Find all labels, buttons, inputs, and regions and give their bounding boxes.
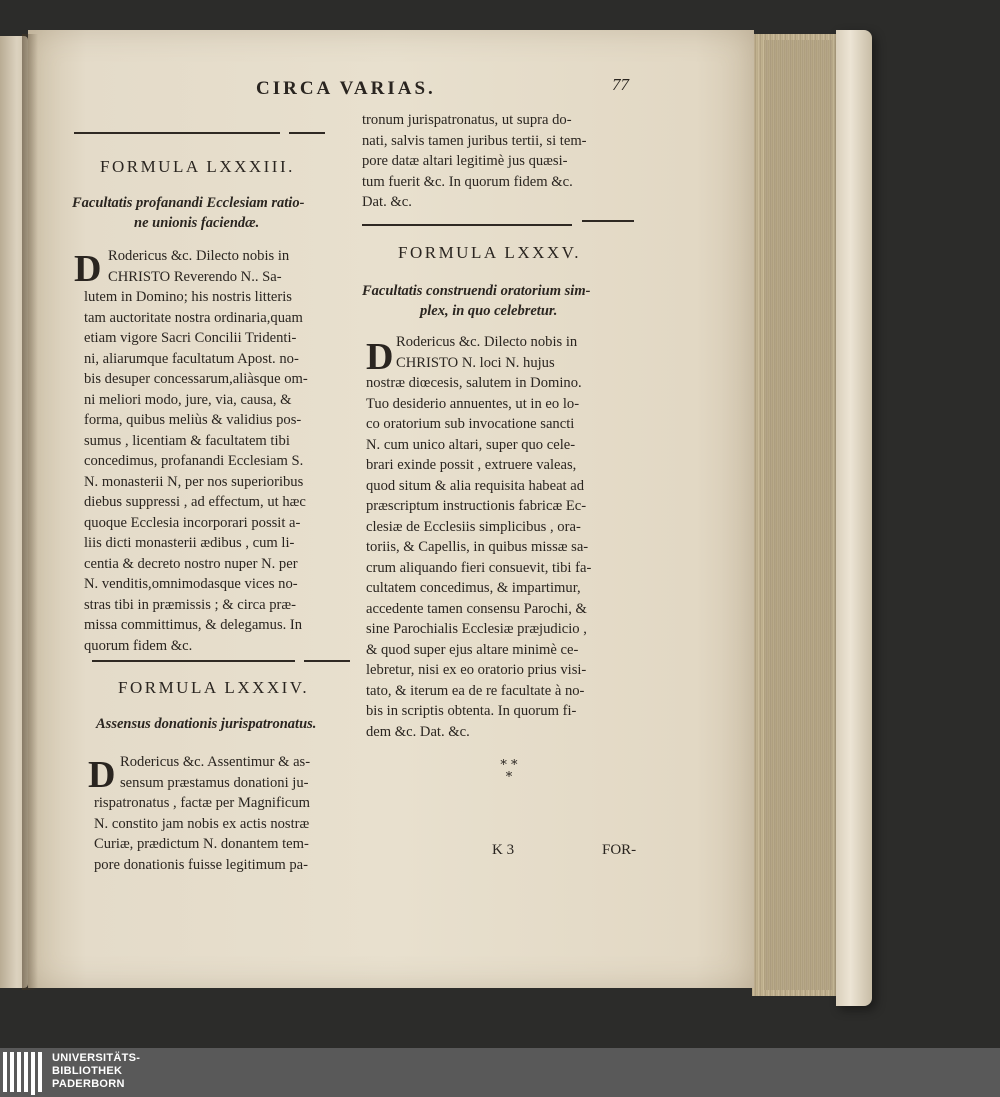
spine-shadow bbox=[22, 34, 38, 990]
text-line: cultatem concedimus, & impartimur, bbox=[366, 580, 581, 596]
text-line: præscriptum instructionis fabricæ Ec- bbox=[366, 498, 587, 514]
drop-cap: D bbox=[88, 754, 116, 796]
subtitle-line: Facultatis profanandi Ecclesiam ratio- bbox=[72, 195, 305, 211]
text-line: quorum fidem &c. bbox=[84, 637, 193, 654]
formula-84-title: FORMULA LXXXIV. bbox=[118, 678, 310, 697]
text-line: toriis, & Capellis, in quibus missæ sa- bbox=[366, 539, 589, 555]
text-line: lebretur, nisi ex eo oratorio prius visi- bbox=[366, 662, 587, 678]
text-line: CHRISTO N. loci N. hujus bbox=[396, 354, 555, 371]
catchword: FOR- bbox=[602, 842, 637, 858]
asterism bbox=[489, 760, 529, 784]
asterism-line: * * bbox=[500, 758, 518, 773]
text-line: diebus suppressi , ad effectum, ut hæc bbox=[84, 494, 306, 510]
formula-84-text bbox=[94, 752, 310, 875]
text-line: sensum præstamus donationi ju- bbox=[120, 774, 309, 791]
text-line: quod situm & alia requisita habeat ad bbox=[366, 477, 585, 494]
text-line: forma, quibus meliùs & validius pos- bbox=[84, 412, 302, 428]
formula-83-subtitle bbox=[72, 193, 304, 233]
section-rule bbox=[304, 660, 350, 662]
formula-83-title: FORMULA LXXXIII. bbox=[100, 157, 295, 176]
running-head: CIRCA VARIAS. bbox=[256, 78, 436, 99]
text-line: lutem in Domino; his nostris litteris bbox=[84, 289, 292, 305]
text-line: bis desuper concessarum,aliàsque om- bbox=[84, 371, 308, 387]
text-line: bis in scriptis obtenta. In quorum fi- bbox=[366, 703, 577, 719]
text-line: pore datæ altari legitimè jus quæsi- bbox=[362, 153, 568, 169]
subtitle-line: Facultatis construendi oratorium sim- bbox=[362, 283, 591, 299]
text-line: ni, aliarumque facultatum Apost. no- bbox=[84, 350, 299, 367]
text-line: N. venditis,omnimodasque vices no- bbox=[84, 576, 298, 592]
formula-83-text bbox=[84, 246, 308, 656]
formula-84-continuation bbox=[362, 110, 587, 213]
text-line: Tuo desiderio annuentes, ut in eo lo- bbox=[366, 395, 580, 412]
formula-85-subtitle bbox=[362, 281, 590, 321]
section-rule bbox=[92, 660, 295, 662]
text-line: N. cum unico altari, super quo cele- bbox=[366, 436, 576, 453]
signature-mark: K 3 bbox=[492, 842, 515, 858]
text-line: tam auctoritate nostra ordinaria,quam bbox=[84, 309, 303, 326]
library-footer bbox=[0, 1048, 1000, 1097]
library-name-line: BIBLIOTHEK bbox=[52, 1065, 123, 1077]
text-line: & quod super ejus altare minimè ce- bbox=[366, 641, 579, 658]
text-line: brari exinde possit , extruere valeas, bbox=[366, 457, 577, 473]
asterism-line: * bbox=[505, 770, 513, 785]
text-line: stras tibi in præmissis ; & circa præ- bbox=[84, 596, 296, 613]
text-line: Rodericus &c. Dilecto nobis in bbox=[108, 248, 290, 264]
page-number: 77 bbox=[612, 75, 629, 94]
book-cover-edge bbox=[836, 30, 872, 1006]
text-line: crum aliquando fieri consuevit, tibi fa- bbox=[366, 559, 592, 576]
text-line: dem &c. Dat. &c. bbox=[366, 723, 470, 740]
drop-cap: D bbox=[366, 336, 394, 378]
drop-cap: D bbox=[74, 248, 102, 290]
text-line: clesiæ de Ecclesiis simplicibus , ora- bbox=[366, 518, 581, 535]
text-line: tum fuerit &c. In quorum fidem &c. bbox=[362, 173, 573, 190]
text-line: N. constito jam nobis ex actis nostræ bbox=[94, 815, 310, 832]
section-rule bbox=[582, 220, 634, 222]
university-library-logo-icon bbox=[2, 1050, 46, 1095]
text-line: ni meliori modo, jure, via, causa, & bbox=[84, 391, 292, 408]
formula-85-text bbox=[366, 332, 591, 742]
text-line: N. monasterii N, per nos superioribus bbox=[84, 473, 304, 490]
subtitle-line: Assensus donationis jurispatronatus. bbox=[96, 716, 317, 732]
subtitle-line: plex, in quo celebretur. bbox=[420, 303, 558, 319]
section-rule bbox=[289, 132, 325, 134]
library-name-line: PADERBORN bbox=[52, 1078, 125, 1090]
text-line: Dat. &c. bbox=[362, 194, 412, 210]
text-line: tato, & iterum ea de re facultate à no- bbox=[366, 682, 585, 699]
library-name bbox=[52, 1052, 140, 1091]
text-line: pore donationis fuisse legitimum pa- bbox=[94, 856, 309, 873]
text-line: Rodericus &c. Dilecto nobis in bbox=[396, 334, 578, 350]
text-line: nati, salvis tamen juribus tertii, si tem- bbox=[362, 132, 587, 149]
text-line: sumus , licentiam & facultatem tibi bbox=[84, 432, 290, 449]
text-line: quoque Ecclesia incorporari possit a- bbox=[84, 514, 301, 531]
text-line: Curiæ, prædictum N. donantem tem- bbox=[94, 836, 309, 852]
text-line: etiam vigore Sacri Concilii Tridenti- bbox=[84, 330, 297, 346]
text-line: missa committimus, & delegamus. In bbox=[84, 617, 303, 633]
text-line: nostræ diœcesis, salutem in Domino. bbox=[366, 375, 582, 391]
formula-85-title: FORMULA LXXXV. bbox=[398, 243, 581, 262]
text-line: CHRISTO Reverendo N.. Sa- bbox=[108, 268, 282, 285]
formula-84-subtitle bbox=[96, 714, 316, 734]
subtitle-line: ne unionis faciendæ. bbox=[134, 215, 260, 231]
text-line: Rodericus &c. Assentimur & as- bbox=[120, 754, 311, 770]
text-line: concedimus, profanandi Ecclesiam S. bbox=[84, 453, 304, 469]
text-line: centia & decreto nostro nuper N. per bbox=[84, 555, 298, 572]
text-line: accedente tamen consensu Parochi, & bbox=[366, 600, 587, 617]
library-name-line: UNIVERSITÄTS- bbox=[52, 1052, 141, 1064]
text-line: rispatronatus , factæ per Magnificum bbox=[94, 795, 311, 811]
text-line: liis dicti monasterii ædibus , cum li- bbox=[84, 535, 295, 551]
section-rule bbox=[362, 224, 572, 226]
section-rule bbox=[74, 132, 280, 134]
text-line: tronum jurispatronatus, ut supra do- bbox=[362, 112, 572, 128]
text-line: co oratorium sub invocatione sancti bbox=[366, 416, 575, 432]
text-line: sine Parochialis Ecclesiæ præjudicio , bbox=[366, 621, 587, 637]
page-stack-edge bbox=[764, 40, 832, 990]
